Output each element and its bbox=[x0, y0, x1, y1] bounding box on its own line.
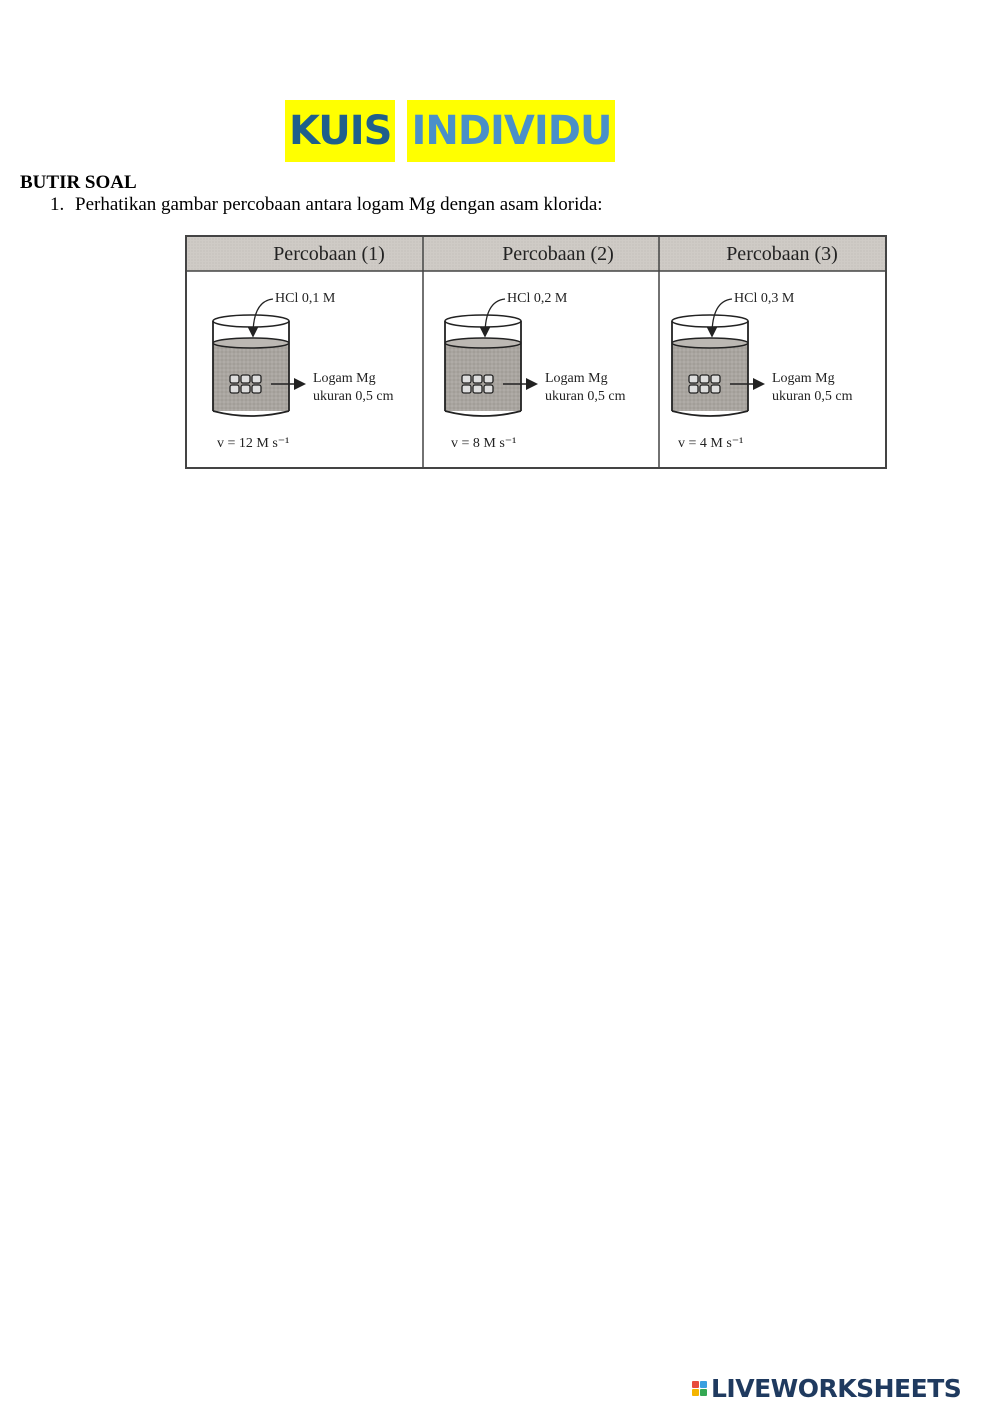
experiment-header: Percobaan (1) bbox=[273, 243, 385, 265]
acid-label: HCl 0,3 M bbox=[734, 291, 795, 306]
logo-grid-icon bbox=[692, 1381, 707, 1396]
logo-square bbox=[692, 1389, 699, 1396]
reaction-rate-label: v = 8 M s⁻¹ bbox=[451, 436, 517, 451]
logo-square bbox=[700, 1389, 707, 1396]
title-word-kuis: KUIS bbox=[285, 100, 395, 162]
question-text: Perhatikan gambar percobaan antara logam Mg dengan asam klorida: bbox=[75, 194, 603, 215]
question-number: 1. bbox=[50, 194, 65, 215]
section-heading: BUTIR SOAL bbox=[20, 172, 137, 193]
experiment-figure bbox=[185, 235, 887, 469]
worksheet-title bbox=[285, 100, 615, 162]
reaction-rate-label: v = 12 M s⁻¹ bbox=[217, 436, 290, 451]
metal-size-label: ukuran 0,5 cm bbox=[545, 389, 626, 404]
metal-label: Logam Mg bbox=[772, 371, 835, 386]
logo-square bbox=[692, 1381, 699, 1388]
metal-size-label: ukuran 0,5 cm bbox=[772, 389, 853, 404]
experiment-header: Percobaan (3) bbox=[726, 243, 838, 265]
experiment-header: Percobaan (2) bbox=[502, 243, 614, 265]
acid-label: HCl 0,1 M bbox=[275, 291, 336, 306]
logo-square bbox=[700, 1381, 707, 1388]
reaction-rate-label: v = 4 M s⁻¹ bbox=[678, 436, 744, 451]
logo-text: LIVEWORKSHEETS bbox=[711, 1374, 962, 1403]
acid-label: HCl 0,2 M bbox=[507, 291, 568, 306]
title-word-individu: INDIVIDU bbox=[407, 100, 615, 162]
metal-label: Logam Mg bbox=[545, 371, 608, 386]
question-1 bbox=[50, 194, 603, 216]
metal-label: Logam Mg bbox=[313, 371, 376, 386]
liveworksheets-logo bbox=[692, 1374, 961, 1403]
metal-size-label: ukuran 0,5 cm bbox=[313, 389, 394, 404]
